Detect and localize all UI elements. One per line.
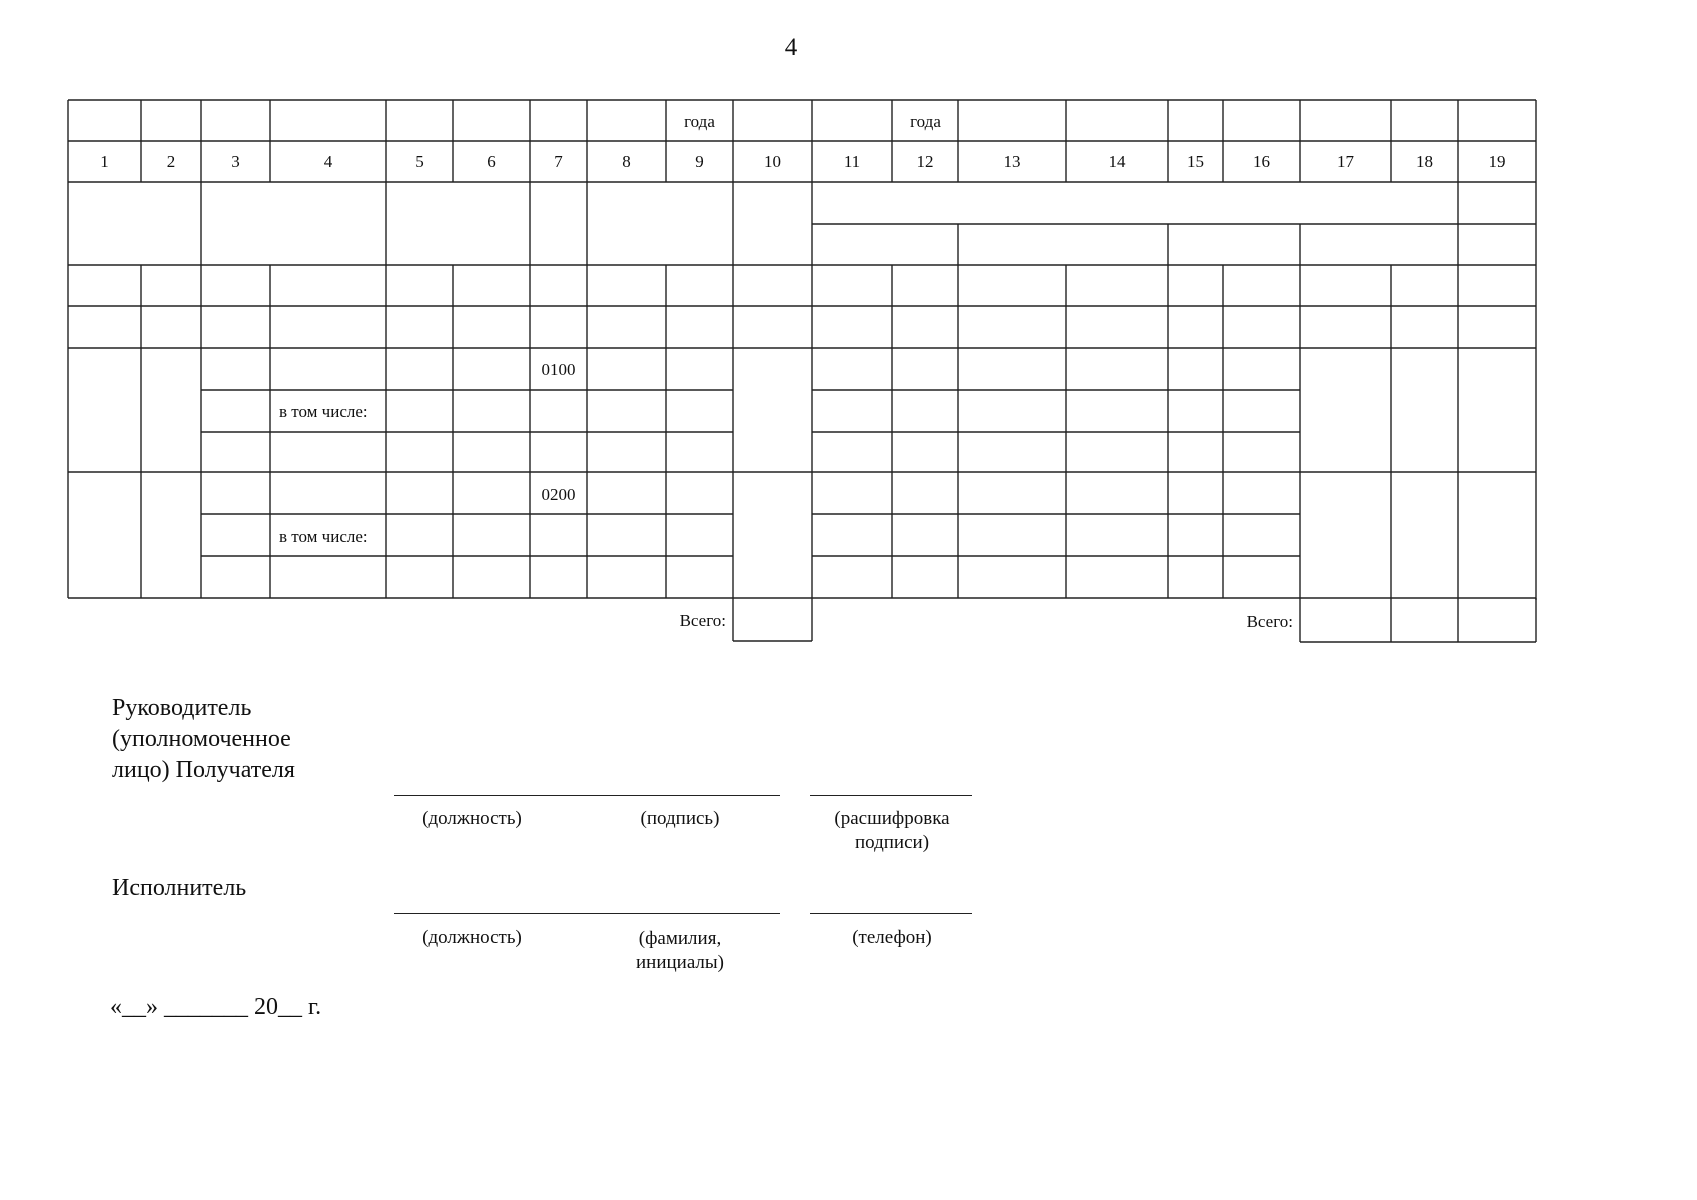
- column-number-18: 18: [1416, 152, 1433, 171]
- caption-decoding-line-1: (расшифровка: [834, 808, 950, 829]
- column-number-6: 6: [487, 152, 496, 171]
- column-number-19: 19: [1488, 152, 1506, 171]
- column-number-7: 7: [554, 152, 563, 171]
- year-label-col12: года: [910, 112, 941, 131]
- date-line: «__» _______ 20__ г.: [110, 994, 322, 1020]
- caption-phone: (телефон): [852, 927, 932, 948]
- column-number-10: 10: [764, 152, 781, 171]
- head-label-line-3: лицо) Получателя: [112, 757, 295, 783]
- caption-decoding-line-2: подписи): [854, 832, 930, 853]
- head-decoding-line: [810, 795, 972, 796]
- caption-name-line-1: (фамилия,: [638, 928, 722, 949]
- caption-name-line-2: инициалы): [635, 952, 724, 973]
- column-number-16: 16: [1253, 152, 1270, 171]
- column-number-4: 4: [323, 152, 333, 171]
- caption-position: (должность): [422, 808, 522, 829]
- executor-position-name-line: [394, 913, 780, 914]
- including-label: в том числе:: [279, 527, 368, 546]
- including-label: в том числе:: [279, 402, 368, 421]
- column-number-11: 11: [843, 152, 861, 171]
- caption-signature: (подпись): [640, 808, 720, 829]
- column-number-2: 2: [166, 152, 176, 171]
- executor-phone-line: [810, 913, 972, 914]
- head-label-line-1: Руководитель: [112, 695, 252, 721]
- head-position-signature-line: [394, 795, 780, 796]
- column-number-8: 8: [622, 152, 631, 171]
- column-number-13: 13: [1003, 152, 1021, 171]
- head-label-line-2: (уполномоченное: [112, 726, 291, 752]
- column-number-3: 3: [231, 152, 240, 171]
- total-label: Всего:: [1246, 612, 1293, 631]
- total-label: Всего:: [679, 611, 726, 630]
- row-code-0200: 0200: [541, 485, 576, 504]
- column-number-5: 5: [415, 152, 424, 171]
- column-number-14: 14: [1108, 152, 1126, 171]
- caption-executor-position: (должность): [422, 927, 522, 948]
- column-number-1: 1: [100, 152, 109, 171]
- column-number-9: 9: [695, 152, 704, 171]
- year-label-col9: года: [684, 112, 715, 131]
- executor-label: Исполнитель: [112, 875, 247, 901]
- page-number: 4: [784, 34, 798, 61]
- column-number-12: 12: [916, 152, 934, 171]
- column-number-15: 15: [1187, 152, 1204, 171]
- column-number-17: 17: [1337, 152, 1354, 171]
- row-code-0100: 0100: [541, 360, 576, 379]
